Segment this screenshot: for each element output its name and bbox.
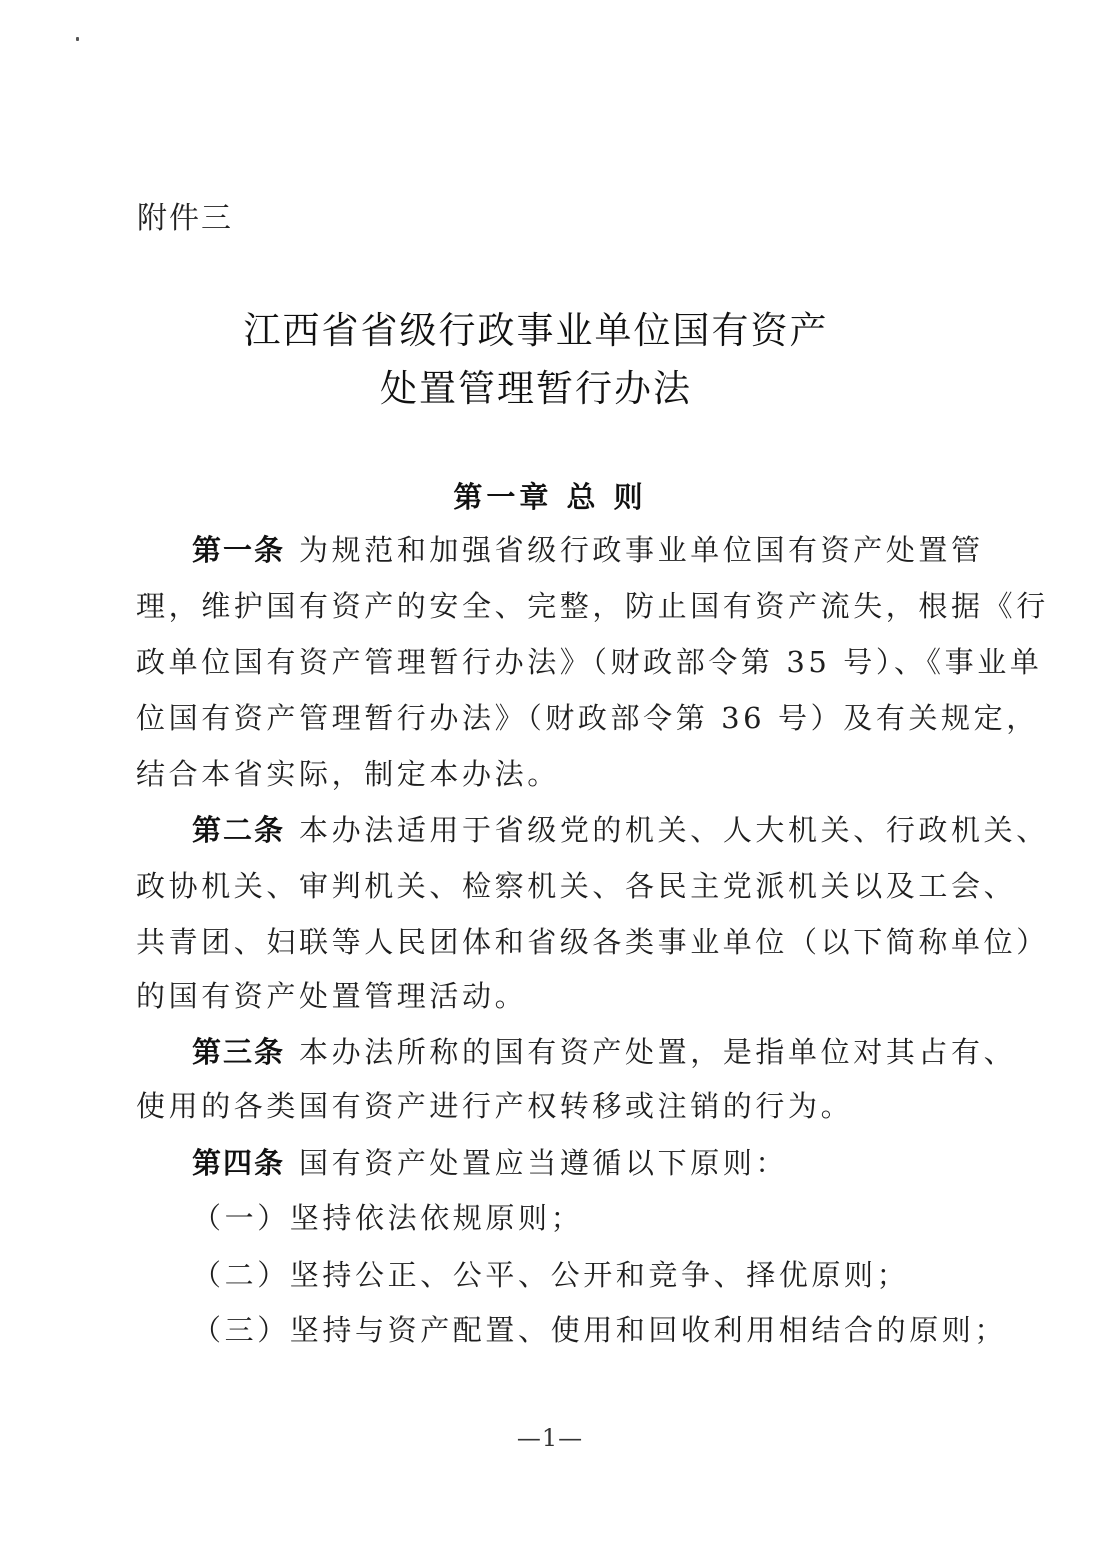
article-1-text-1: 为规范和加强省级行政事业单位国有资产处置管	[299, 533, 984, 567]
article-1-line-2: 理，维护国有资产的安全、完整，防止国有资产流失，根据《行	[136, 589, 1049, 623]
article-2-line-4: 的国有资产处置管理活动。	[136, 979, 528, 1013]
page-number: —1—	[516, 1424, 584, 1452]
article-1-line-5: 结合本省实际，制定本办法。	[136, 757, 560, 791]
document-title-line-1: 江西省省级行政事业单位国有资产	[243, 309, 829, 352]
article-1-label: 第一条	[192, 533, 286, 567]
article-2-text-1: 本办法适用于省级党的机关、人大机关、行政机关、	[299, 813, 1049, 847]
article-4-item-1: （一）坚持依法依规原则；	[192, 1201, 584, 1235]
article-4-item-3: （三）坚持与资产配置、使用和回收利用相结合的原则；	[192, 1313, 1008, 1347]
article-2-line-1	[192, 812, 1049, 848]
attachment-label: 附件三	[137, 201, 233, 236]
document-title-line-2: 处置管理暂行办法	[380, 367, 692, 410]
article-4-label: 第四条	[192, 1146, 286, 1180]
article-3-label: 第三条	[192, 1035, 286, 1069]
article-1-line-1	[192, 532, 984, 568]
article-4-line-1	[192, 1145, 946, 1181]
article-2-line-2: 政协机关、审判机关、检察机关、各民主党派机关以及工会、	[136, 869, 1017, 903]
scan-speck	[76, 37, 79, 41]
article-2-line-3: 共青团、妇联等人民团体和省级各类事业单位（以下简称单位）	[136, 925, 1049, 959]
article-4-text-1: 国有资产处置应当遵循以下原则：	[299, 1146, 789, 1180]
article-2-label: 第二条	[192, 813, 286, 847]
chapter-heading	[0, 475, 1100, 516]
article-1-line-4: 位国有资产管理暂行办法》（财政部令第 36 号）及有关规定，	[136, 701, 1039, 735]
article-1-line-3: 政单位国有资产管理暂行办法》（财政部令第 35 号）、《事业单	[136, 645, 1043, 679]
article-3-line-1	[192, 1034, 1017, 1070]
article-3-line-2: 使用的各类国有资产进行产权转移或注销的行为。	[136, 1089, 854, 1123]
article-4-item-2: （二）坚持公正、公平、公开和竞争、择优原则；	[192, 1258, 910, 1292]
chapter-heading-text: 第一章 总 则	[453, 480, 647, 514]
article-3-text-1: 本办法所称的国有资产处置，是指单位对其占有、	[299, 1035, 1017, 1069]
